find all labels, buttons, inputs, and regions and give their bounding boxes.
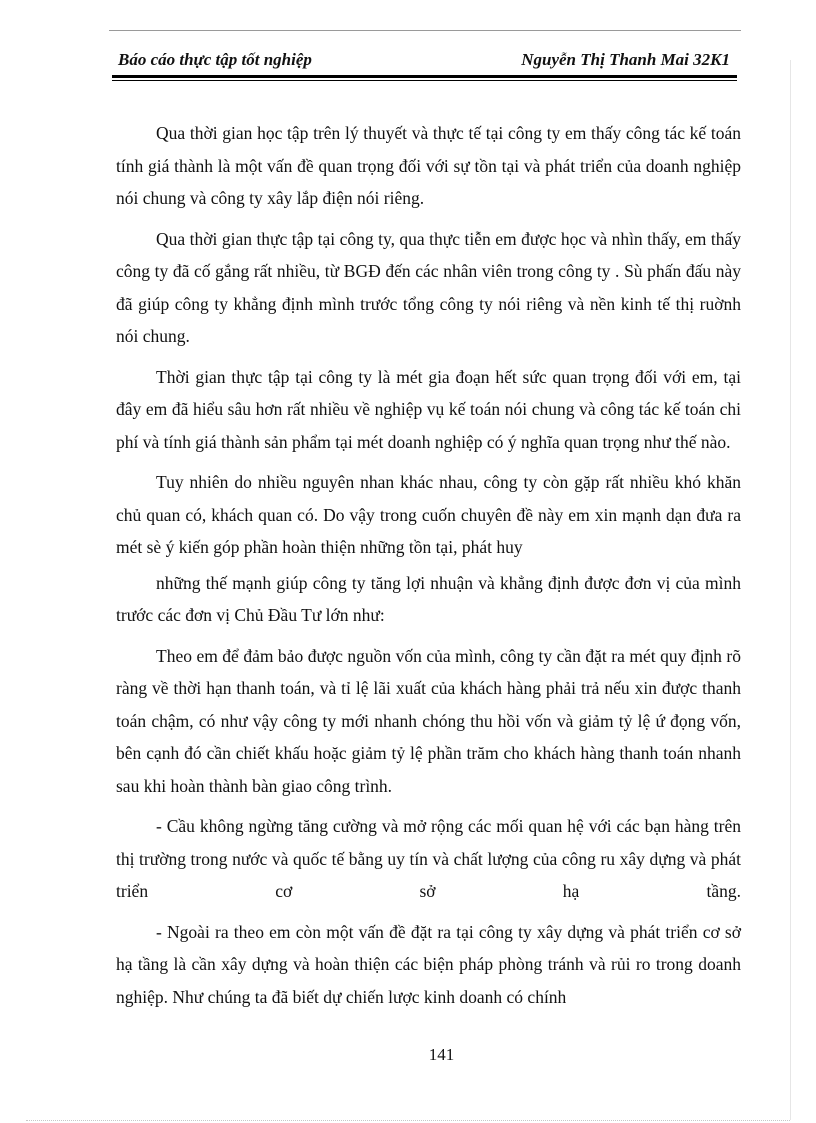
- page-frame-top-line: [109, 30, 741, 31]
- paragraph-internship-importance: Thời gian thực tập tại công ty là mét gia đoạn hết sức quan trọng đối với em, tại đây em đã hiểu sâu hơn rất nhiều về nghiệp vụ kế toán nói chung và công tác kế toán chi phí và tính giá thành sản phẩm tại mét doanh nghiệp có ý nghĩa quan trọng như thế nào.: [116, 366, 741, 452]
- paragraph-partner-relations: - Cầu không ngừng tăng cường và mở rộng các mối quan hệ với các bạn hàng trên thị trường trong nước và quốc tế bằng uy tín và chất lượng của công ru xây dựng và phát triển cơ sở hạ tầng.: [116, 816, 741, 901]
- paragraph-capital-proposal: Theo em để đảm bảo được nguồn vốn của mình, công ty cần đặt ra mét quy định rõ ràng về thời hạn thanh toán, và tỉ lệ lãi xuất của khách hàng phải trả nếu xin được thanh toán chậm, có như vậy công ty mới nhanh chóng thu hồi vốn và giảm tỷ lệ ứ đọng vốn, bên cạnh đó cần chiết khấu hoặc giảm tỷ lệ phần trăm cho khách hàng thanh toán nhanh sau khi hoàn thành bàn giao công trình.: [116, 645, 741, 796]
- paragraph-difficulties: Tuy nhiên do nhiều nguyên nhan khác nhau, công ty còn gặp rất nhiều khó khăn chủ quan có, khách quan có. Do vậy trong cuốn chuyên đề này em xin mạnh dạn đưa ra mét sè ý kiến góp phần hoàn thiện những tồn tại, phát huy: [116, 472, 741, 557]
- paragraph-conclusion-intro: Qua thời gian học tập trên lý thuyết và thực tế tại công ty em thấy công tác kế toán tính giá thành là một vấn đề quan trọng đối với sự tồn tại và phát triển của doanh nghiệp nói chung và công ty xây lắp điện nói riêng.: [116, 123, 741, 208]
- page-frame-right-line: [790, 60, 791, 1120]
- header-author: Nguyễn Thị Thanh Mai 32K1: [521, 50, 730, 69]
- paragraph-internship-observation: Qua thời gian thực tập tại công ty, qua thực tiễn em được học và nhìn thấy, em thấy công ty đã cố gắng rất nhiều, từ BGĐ đến các nhân viên trong công ty . Sù phấn đấu này đã giúp công ty khẳng định mình trước tổng công ty nói riêng và nền kinh tế thị ruờnh nói chung.: [116, 228, 741, 346]
- header-rule-thin: [112, 80, 737, 81]
- page-bottom-dotted-line: [26, 1120, 790, 1121]
- running-header: [114, 47, 736, 73]
- page-number: 141: [428, 1045, 455, 1064]
- document-body: [116, 117, 741, 1021]
- header-report-title: Báo cáo thực tập tốt nghiệp: [118, 50, 312, 69]
- header-rule-thick: [112, 75, 737, 78]
- paragraph-risk-prevention: - Ngoài ra theo em còn một vấn đề đặt ra tại công ty xây dựng và phát triển cơ sở hạ tầng là cần xây dựng và hoàn thiện các biện pháp phòng tránh và rủi ro trong doanh nghiệp. Như chúng ta đã biết dự chiến lược kinh doanh có chính: [116, 921, 741, 1007]
- paragraph-strengths: những thế mạnh giúp công ty tăng lợi nhuận và khẳng định được đơn vị của mình trước các đơn vị Chủ Đầu Tư lớn như:: [116, 572, 741, 625]
